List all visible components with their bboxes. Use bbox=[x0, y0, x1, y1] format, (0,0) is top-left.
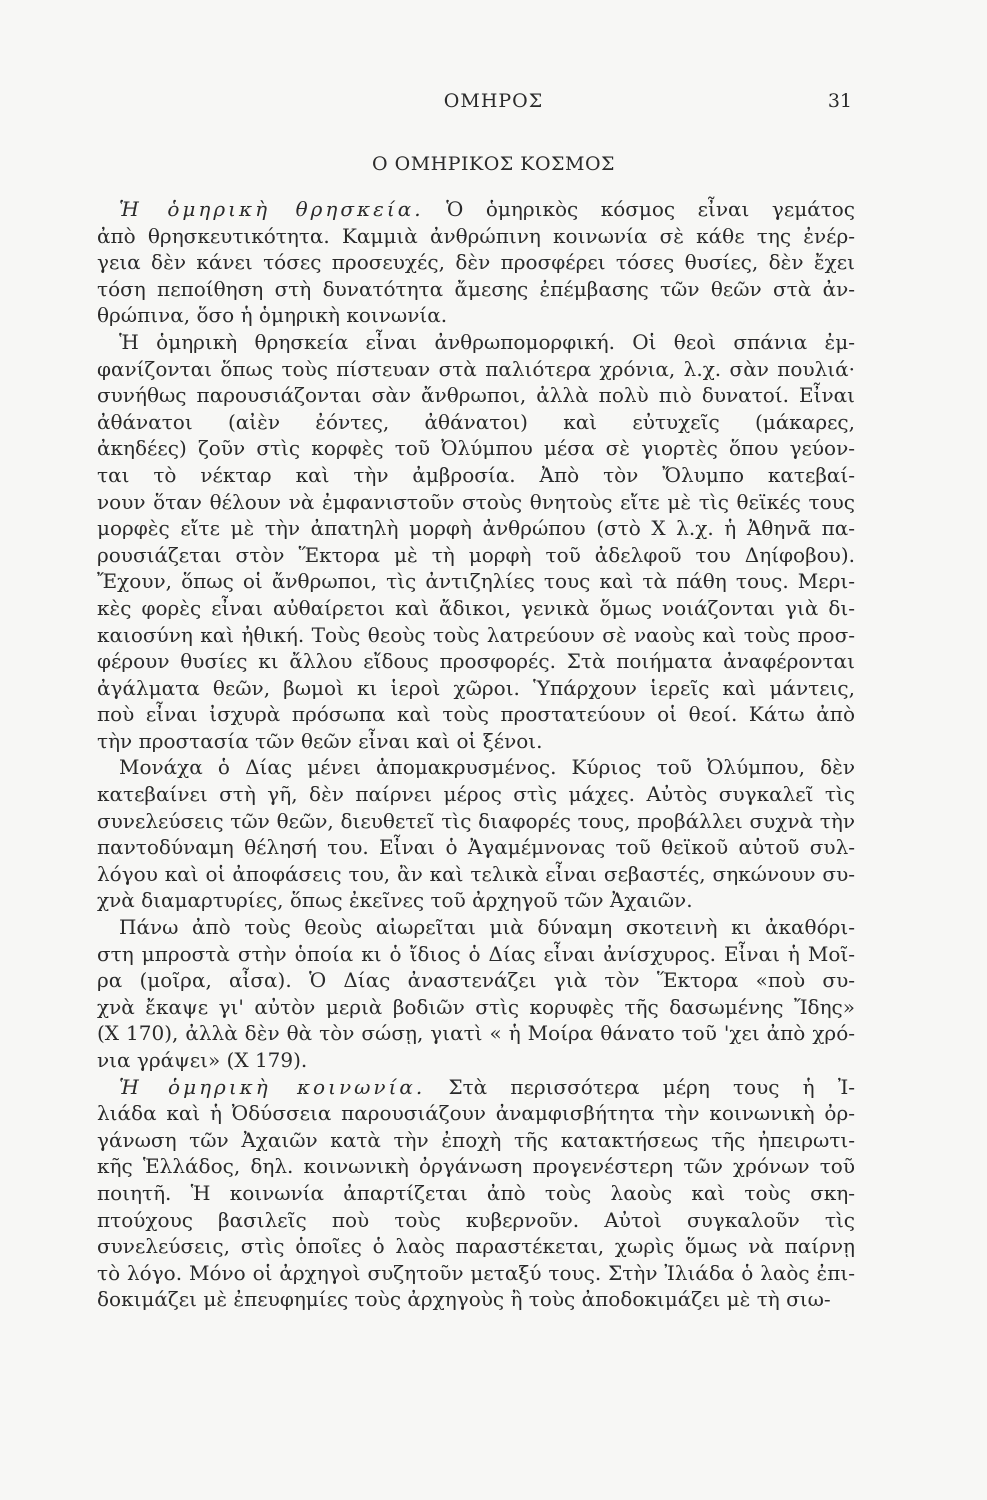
text-line bbox=[97, 701, 855, 728]
line-text: ἀκηδέες) ζοῦν στὶς κορφὲς τοῦ Ὀλύμπου μέσα σὲ γιορτὲς ὅπου γεύον- bbox=[97, 436, 855, 461]
text-line bbox=[97, 914, 855, 941]
text-line bbox=[97, 834, 855, 861]
line-text: συνελεύσεις τῶν θεῶν, διευθετεῖ τὶς διαφορές τους, προβάλλει συχνὰ τὴν bbox=[97, 808, 855, 833]
text-line bbox=[97, 754, 855, 781]
text-line bbox=[97, 1020, 855, 1047]
text-line bbox=[97, 941, 855, 968]
paragraph bbox=[97, 196, 855, 329]
line-text: θρώπινα, ὅσο ἡ ὁμηρικὴ κοινωνία. bbox=[97, 303, 448, 328]
text-line bbox=[97, 302, 855, 329]
text-line bbox=[97, 329, 855, 356]
line-text: ἀγάλματα θεῶν, βωμοὶ κι ἱεροὶ χῶροι. Ὑπάρχουν ἱερεῖς καὶ μάντεις, bbox=[97, 675, 855, 700]
paragraph bbox=[97, 329, 855, 755]
text-line bbox=[97, 249, 855, 276]
line-text: λόγου καὶ οἱ ἀποφάσεις του, ἂν καὶ τελικὰ εἶναι σεβαστές, σηκώνουν συ- bbox=[97, 861, 855, 886]
line-text: ται τὸ νέκταρ καὶ τὴν ἀμβροσία. Ἀπὸ τὸν Ὄλυμπο κατεβαί- bbox=[97, 462, 855, 487]
text-line bbox=[97, 409, 855, 436]
text-line bbox=[97, 196, 855, 223]
line-text: Στὰ περισσότερα μέρη τους ἡ Ἰ- bbox=[425, 1074, 855, 1099]
text-line bbox=[97, 622, 855, 649]
line-text: (Χ 170), ἀλλὰ δὲν θὰ τὸν σώσῃ, γιατὶ « ἡ Μοίρα θάνατο τοῦ 'χει ἀπὸ χρό- bbox=[97, 1021, 855, 1046]
line-text: γεια δὲν κάνει τόσες προσευχές, δὲν προσφέρει τόσες θυσίες, δὲν ἔχει bbox=[97, 250, 855, 275]
page-number: 31 bbox=[827, 90, 852, 112]
line-text: ποιητῆ. Ἡ κοινωνία ἀπαρτίζεται ἀπὸ τοὺς λαοὺς καὶ τοὺς σκη- bbox=[97, 1180, 855, 1205]
text-line bbox=[97, 887, 855, 914]
line-text: Ὁ ὁμηρικὸς κόσμος εἶναι γεμάτος bbox=[423, 197, 855, 221]
text-line bbox=[97, 223, 855, 250]
text-line bbox=[97, 1100, 855, 1127]
text-line bbox=[97, 1074, 855, 1101]
line-text: ποὺ εἶναι ἰσχυρὰ πρόσωπα καὶ τοὺς προστατεύουν οἱ θεοί. Κάτω ἀπὸ bbox=[97, 702, 855, 727]
text-line bbox=[97, 542, 855, 569]
line-text: Ἔχουν, ὅπως οἱ ἄνθρωποι, τὶς ἀντιζηλίες τους καὶ τὰ πάθη τους. Μερι- bbox=[97, 569, 855, 594]
text-line bbox=[97, 356, 855, 383]
text-line bbox=[97, 595, 855, 622]
text-line bbox=[97, 276, 855, 303]
line-text: Ἡ ὁμηρικὴ θρησκεία εἶναι ἀνθρωπομορφική. Οἱ θεοὶ σπάνια ἐμ- bbox=[119, 329, 855, 354]
text-line bbox=[97, 808, 855, 835]
line-text: συνελεύσεις, στὶς ὁποῖες ὁ λαὸς παραστέκεται, χωρὶς ὅμως νὰ παίρνῃ bbox=[97, 1234, 855, 1259]
line-text: τὸ λόγο. Μόνο οἱ ἀρχηγοὶ συζητοῦν μεταξύ τους. Στὴν Ἰλιάδα ὁ λαὸς ἐπι- bbox=[97, 1260, 855, 1285]
line-text: ἀπὸ θρησκευτικότητα. Καμμιὰ ἀνθρώπινη κοινωνία σὲ κάθε της ἐνέρ- bbox=[97, 223, 855, 248]
line-text: Πάνω ἀπὸ τοὺς θεοὺς αἰωρεῖται μιὰ δύναμη σκοτεινὴ κι ἀκαθόρι- bbox=[119, 915, 855, 940]
text-line bbox=[97, 1286, 855, 1313]
text-line bbox=[97, 675, 855, 702]
text-line bbox=[97, 994, 855, 1021]
line-text: νουν ὅταν θέλουν νὰ ἐμφανιστοῦν στοὺς θνητοὺς εἴτε μὲ τὶς θεϊκές τους bbox=[97, 489, 855, 514]
paragraph bbox=[97, 754, 855, 914]
line-text: κὲς φορὲς εἶναι αὐθαίρετοι καὶ ἄδικοι, γενικὰ ὅμως νοιάζονται γιὰ δι- bbox=[97, 595, 855, 620]
text-line bbox=[97, 1260, 855, 1287]
text-line bbox=[97, 515, 855, 542]
body-text bbox=[97, 196, 855, 1313]
line-text: τόση πεποίθηση στὴ δυνατότητα ἄμεσης ἐπέμβασης τῶν θεῶν στὰ ἀν- bbox=[97, 276, 855, 301]
line-text: παντοδύναμη θέλησή του. Εἶναι ὁ Ἀγαμέμνονας τοῦ θεϊκοῦ αὐτοῦ συλ- bbox=[97, 835, 855, 860]
line-text: φανίζονται ὅπως τοὺς πίστευαν στὰ παλιότερα χρόνια, λ.χ. σὰν πουλιά· bbox=[97, 356, 855, 381]
text-line bbox=[97, 1207, 855, 1234]
text-line bbox=[97, 489, 855, 516]
line-text: ρα (μοῖρα, αἶσα). Ὁ Δίας ἀναστενάζει γιὰ τὸν Ἕκτορα «ποὺ συ- bbox=[97, 968, 855, 993]
line-text: κῆς Ἑλλάδος, δηλ. κοινωνικὴ ὀργάνωση προγενέστερη τῶν χρόνων τοῦ bbox=[97, 1154, 855, 1179]
text-line bbox=[97, 568, 855, 595]
line-text: καιοσύνη καὶ ἠθική. Τοὺς θεοὺς τοὺς λατρεύουν σὲ ναοὺς καὶ τοὺς προσ- bbox=[97, 622, 855, 647]
text-line bbox=[97, 1127, 855, 1154]
line-text: συνήθως παρουσιάζονται σὰν ἄνθρωποι, ἀλλὰ πολὺ πιὸ δυνατοί. Εἶναι bbox=[97, 383, 855, 408]
line-text: ρουσιάζεται στὸν Ἕκτορα μὲ τὴ μορφὴ τοῦ ἀδελφοῦ του Δηίφοβου). bbox=[97, 542, 855, 567]
line-text: δοκιμάζει μὲ ἐπευφημίες τοὺς ἀρχηγοὺς ἢ τοὺς ἀποδοκιμάζει μὲ τὴ σιω- bbox=[97, 1287, 831, 1312]
paragraph bbox=[97, 914, 855, 1074]
line-text: κατεβαίνει στὴ γῆ, δὲν παίρνει μέρος στὶς μάχες. Αὐτὸς συγκαλεῖ τὶς bbox=[97, 782, 855, 807]
line-text: Μονάχα ὁ Δίας μένει ἀπομακρυσμένος. Κύριος τοῦ Ὀλύμπου, δὲν bbox=[119, 755, 855, 780]
paragraph bbox=[97, 1074, 855, 1313]
text-line bbox=[97, 435, 855, 462]
text-line bbox=[97, 1180, 855, 1207]
section-heading-inline: Ἡ ὁμηρικὴ θρησκεία. bbox=[119, 197, 424, 221]
line-text: χνὰ διαμαρτυρίες, ὅπως ἐκεῖνες τοῦ ἀρχηγοῦ τῶν Ἀχαιῶν. bbox=[97, 888, 693, 913]
line-text: ἀθάνατοι (αἰὲν ἐόντες, ἀθάνατοι) καὶ εὐτυχεῖς (μάκαρες, bbox=[97, 409, 855, 434]
section-title: Ο ΟΜΗΡΙΚΟΣ ΚΟΣΜΟΣ bbox=[372, 153, 615, 175]
text-line bbox=[97, 1153, 855, 1180]
text-line bbox=[97, 861, 855, 888]
text-line bbox=[97, 781, 855, 808]
line-text: τὴν προστασία τῶν θεῶν εἶναι καὶ οἱ ξένοι. bbox=[97, 728, 543, 753]
running-title: ΟΜΗΡΟΣ bbox=[443, 90, 544, 112]
line-text: πτούχους βασιλεῖς ποὺ τοὺς κυβερνοῦν. Αὐτοὶ συγκαλοῦν τὶς bbox=[97, 1207, 855, 1232]
text-line bbox=[97, 648, 855, 675]
text-line bbox=[97, 382, 855, 409]
text-line bbox=[97, 728, 855, 755]
line-text: λιάδα καὶ ἡ Ὀδύσσεια παρουσιάζουν ἀναμφισβήτητα τὴν κοινωνικὴ ὀρ- bbox=[97, 1101, 855, 1126]
running-header bbox=[0, 90, 987, 120]
line-text: μορφὲς εἴτε μὲ τὴν ἀπατηλὴ μορφὴ ἀνθρώπου (στὸ Χ λ.χ. ἡ Ἀθηνᾶ πα- bbox=[97, 516, 855, 541]
line-text: στη μπροστὰ στὴν ὁποία κι ὁ ἴδιος ὁ Δίας εἶναι ἀνίσχυρος. Εἶναι ἡ Μοῖ- bbox=[97, 941, 855, 966]
line-text: γάνωση τῶν Ἀχαιῶν κατὰ τὴν ἐποχὴ τῆς κατακτήσεως τῆς ἠπειρωτι- bbox=[97, 1127, 855, 1152]
line-text: φέρουν θυσίες κι ἄλλου εἴδους προσφορές. Στὰ ποιήματα ἀναφέρονται bbox=[97, 649, 855, 674]
text-line bbox=[97, 462, 855, 489]
line-text: χνὰ ἔκαψε γι' αὐτὸν μεριὰ βοδιῶν στὶς κορυφὲς τῆς δασωμένης Ἴδης» bbox=[97, 994, 855, 1019]
text-line bbox=[97, 967, 855, 994]
text-line bbox=[97, 1047, 855, 1074]
line-text: νια γράψει» (Χ 179). bbox=[97, 1048, 308, 1072]
section-heading-inline: Ἡ ὁμηρικὴ κοινωνία. bbox=[119, 1074, 426, 1099]
text-line bbox=[97, 1233, 855, 1260]
